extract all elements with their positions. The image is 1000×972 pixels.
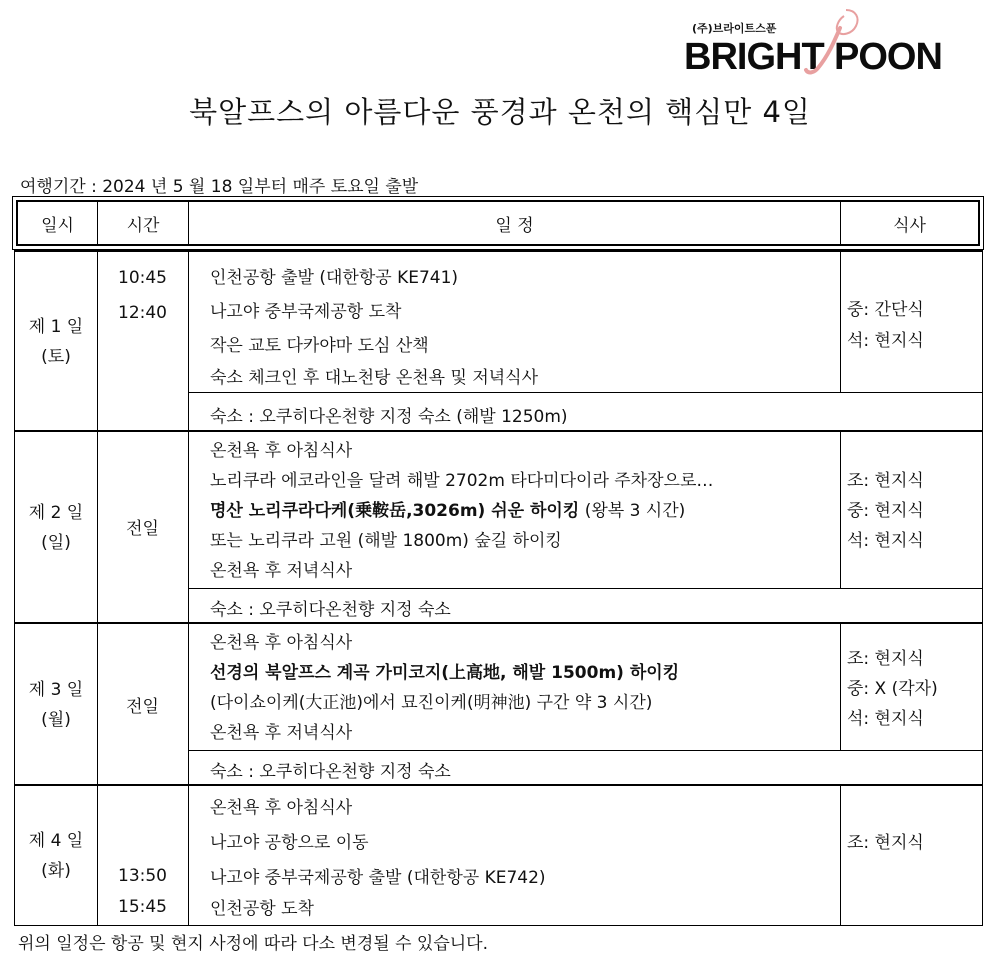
itinerary-table <box>14 250 983 926</box>
meal-cell: 중: 간단식 석: 현지식 <box>840 252 982 392</box>
lodging-row: 숙소 : 오쿠히다온천향 지정 숙소 (해발 1250m) <box>188 392 982 432</box>
day-row-3 <box>15 622 982 786</box>
table-header <box>12 196 984 250</box>
schedule-cell: 인천공항 출발 (대한항공 KE741) 나고야 중부국제공항 도착 작은 교토 다카야마 도심 산책 숙소 체크인 후 대노천탕 온천욕 및 저녁식사 <box>210 268 539 388</box>
logo-word-right: POON <box>834 36 942 78</box>
schedule-cell: 온천욕 후 아침식사 노리쿠라 에코라인을 달려 해발 2702m 타다미다이라 주차장으로… 명산 노리쿠라다케(乗鞍岳,3026m) 쉬운 하이킹 (왕복 3 시간) 또는 노리쿠라 고원 (해발 1800m) 숲길 하이킹 온천욕 후 저녁식사 <box>210 441 714 581</box>
header-day: 일시 <box>18 202 98 244</box>
header-meal: 식사 <box>893 215 926 236</box>
brand-logo <box>684 6 964 76</box>
header-schedule: 일 정 <box>189 202 841 244</box>
day-label: 제 4 일 (화) <box>15 786 98 926</box>
lodging-row: 숙소 : 오쿠히다온천향 지정 숙소 <box>188 750 982 786</box>
time-cell: 13:50 15:45 <box>97 786 189 926</box>
meal-cell: 조: 현지식 중: X (각자) 석: 현지식 <box>840 624 982 750</box>
header-time: 시간 <box>98 202 189 244</box>
day-row-2 <box>15 430 982 624</box>
time-cell: 10:45 12:40 <box>97 252 189 432</box>
page-title: 북알프스의 아름다운 풍경과 온천의 핵심만 4일 <box>189 95 811 129</box>
day-label: 제 1 일 (토) <box>15 252 98 432</box>
schedule-cell: 온천욕 후 아침식사 선경의 북알프스 계곡 가미코지(上高地, 해발 1500m) 하이킹 (다이쇼이케(大正池)에서 묘진이케(明神池) 구간 약 3 시간) 온천욕 후 저녁식사 <box>210 633 680 743</box>
travel-period: 여행기간 : 2024 년 5 월 18 일부터 매주 토요일 출발 <box>20 177 419 197</box>
day-row-1 <box>15 250 982 432</box>
time-cell: 전일 <box>97 624 189 786</box>
logo-company-name: (주)브라이트스푼 <box>692 22 777 35</box>
footer-note: 위의 일정은 항공 및 현지 사정에 따라 다소 변경될 수 있습니다. <box>18 934 488 954</box>
time-cell: 전일 <box>97 432 189 624</box>
day-label: 제 3 일 (월) <box>15 624 98 786</box>
meal-cell: 조: 현지식 중: 현지식 석: 현지식 <box>840 432 982 588</box>
lodging-row: 숙소 : 오쿠히다온천향 지정 숙소 <box>188 588 982 624</box>
schedule-cell: 온천욕 후 아침식사 나고야 공항으로 이동 나고야 중부국제공항 출발 (대한항공 KE742) 인천공항 도착 <box>210 798 546 919</box>
meal-cell: 조: 현지식 <box>840 786 982 926</box>
day-label: 제 2 일 (일) <box>15 432 98 624</box>
day-row-4 <box>15 784 982 926</box>
logo-word-left: BRIGHT <box>684 36 824 78</box>
